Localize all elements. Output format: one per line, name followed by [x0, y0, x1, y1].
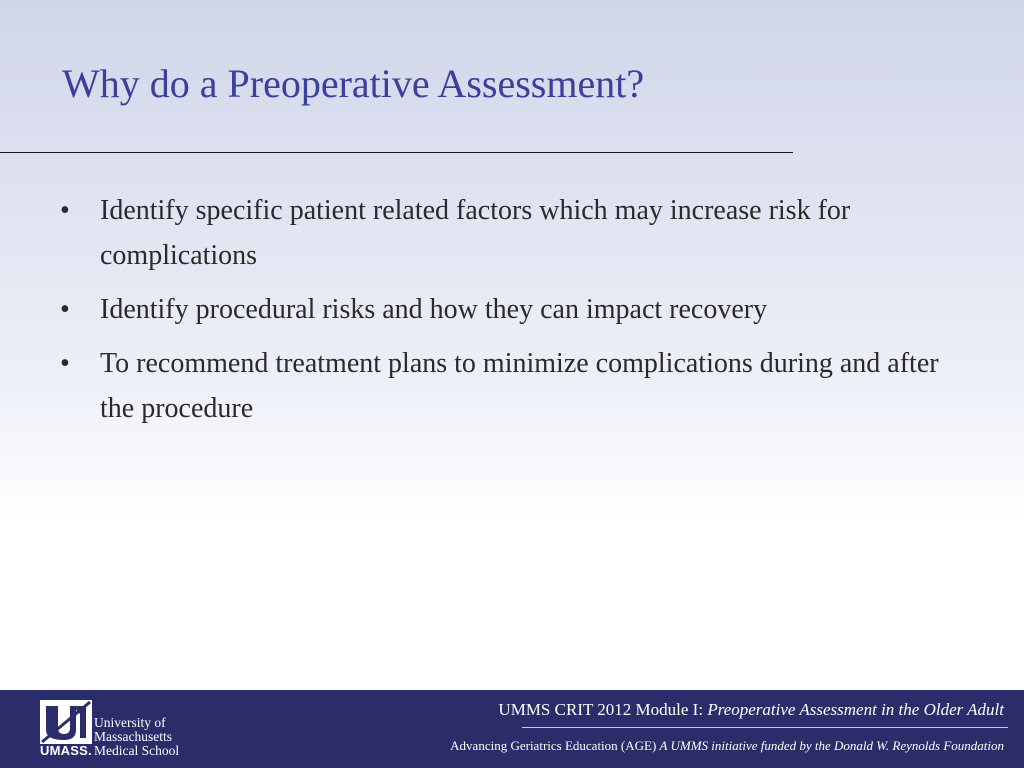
institution-line-3: Medical School — [94, 743, 180, 758]
slide-title: Why do a Preoperative Assessment? — [62, 61, 645, 106]
bullet-marker: • — [60, 348, 70, 379]
bullet-item-1 — [60, 188, 960, 278]
footer-bar — [0, 690, 1024, 768]
bullet-text: To recommend treatment plans to minimize complications during and after the procedure — [100, 348, 939, 424]
program-name: Advancing Geriatrics Education (AGE) — [450, 738, 660, 753]
course-prefix: UMMS CRIT 2012 Module I: — [498, 700, 708, 719]
institution-line-1: University of — [94, 715, 166, 730]
bullet-text: Identify specific patient related factors which may increase risk for complications — [100, 195, 851, 271]
umass-u-logo-icon — [40, 700, 92, 744]
bullet-marker: • — [60, 294, 70, 325]
program-info — [450, 738, 1004, 754]
bullet-marker: • — [60, 195, 70, 226]
institution-name — [94, 716, 179, 758]
umass-logo — [40, 700, 200, 760]
bullet-item-3 — [60, 341, 960, 431]
title-divider — [0, 152, 793, 153]
bullet-text: Identify procedural risks and how they can impact recovery — [100, 294, 768, 325]
institution-line-2: Massachusetts — [94, 729, 172, 744]
course-info — [498, 700, 1004, 720]
bullet-list — [60, 188, 960, 440]
umass-wordmark: UMASS. — [40, 743, 92, 758]
course-title: Preoperative Assessment in the Older Adult — [707, 700, 1004, 719]
funding-note: A UMMS initiative funded by the Donald W. Reynolds Foundation — [659, 738, 1004, 753]
footer-divider — [522, 727, 1008, 728]
bullet-item-2 — [60, 287, 960, 332]
